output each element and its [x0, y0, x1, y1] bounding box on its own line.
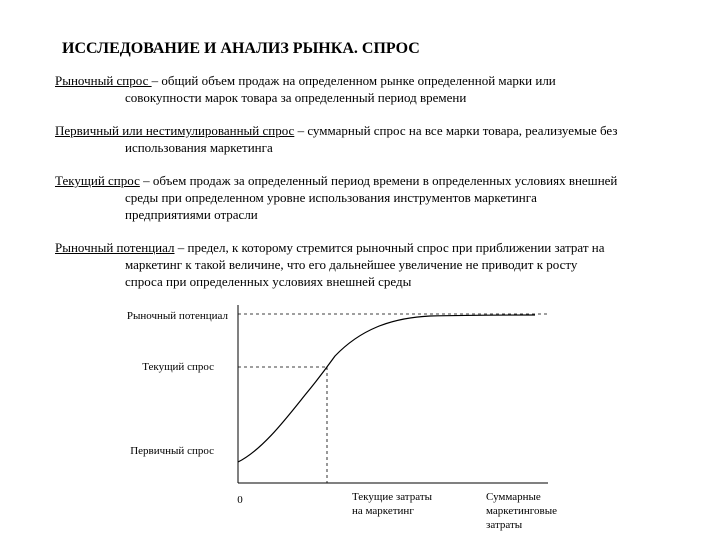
definition-text: – предел, к которому стремится рыночный спрос при приближении затрат на [174, 240, 605, 255]
definition-continuation: среды при определенном уровне использования инструментов маркетинга [125, 190, 537, 205]
definition-text: – суммарный спрос на все марки товара, реализуемые без [294, 123, 618, 138]
x-label-total-costs-line3: затраты [486, 519, 523, 531]
definition-continuation: спроса при определенных условиях внешней среды [125, 274, 412, 289]
y-label-current-demand: Текущий спрос [142, 361, 214, 373]
x-label-current-costs-line2: на маркетинг [352, 505, 414, 517]
x-label-total-costs-line1: Суммарные [486, 491, 541, 503]
definition-term: Рыночный потенциал [55, 240, 175, 255]
x-label-origin: 0 [237, 494, 243, 506]
page-title: ИССЛЕДОВАНИЕ И АНАЛИЗ РЫНКА. СПРОС [62, 40, 420, 57]
definition-text: – объем продаж за определенный период времени в определенных условиях внешней [139, 173, 618, 188]
definition-continuation: предприятиями отрасли [125, 207, 258, 222]
definition-term: Первичный или нестимулированный спрос [55, 123, 295, 138]
x-label-current-costs-line1: Текущие затраты [352, 491, 433, 503]
definition-continuation: совокупности марок товара за определенный период времени [125, 90, 467, 105]
definition-text: – общий объем продаж на определенном рынке определенной марки или [151, 73, 556, 88]
y-label-potential: Рыночный потенциал [126, 310, 228, 322]
definition-term: Рыночный спрос [55, 73, 152, 88]
x-label-total-costs-line2: маркетинговые [486, 505, 558, 517]
demand-curve [238, 315, 535, 462]
definition-term: Текущий спрос [55, 173, 140, 188]
y-label-primary-demand: Первичный спрос [130, 445, 214, 457]
definition-continuation: использования маркетинга [125, 140, 273, 155]
definition-continuation: маркетинг к такой величине, что его дальнейшее увеличение не приводит к росту [125, 257, 578, 272]
